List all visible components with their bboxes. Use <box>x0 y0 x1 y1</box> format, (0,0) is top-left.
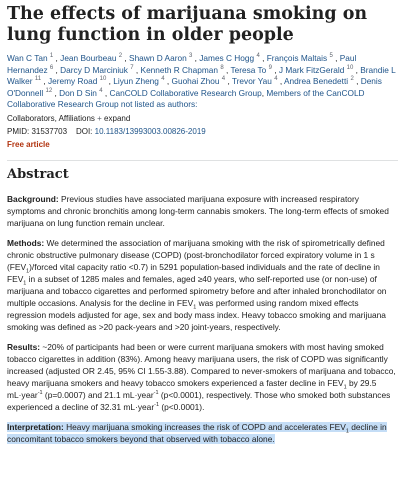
author-link[interactable]: Brandie L Walker <box>7 64 396 87</box>
author-link[interactable]: Jeremy Road <box>47 76 98 87</box>
author-separator: , <box>261 87 267 98</box>
author-affiliation-number[interactable]: 4 <box>99 88 103 95</box>
abstract-methods <box>7 237 398 333</box>
interpretation-sub-1: 1 <box>345 428 349 435</box>
section-divider <box>7 160 398 161</box>
author-link[interactable]: Andrea Benedetti <box>284 76 349 87</box>
results-label: Results: <box>7 341 41 352</box>
author-separator: , <box>277 76 284 87</box>
doi-label: DOI: <box>75 126 93 136</box>
author-affiliation-number[interactable]: 11 <box>34 76 42 83</box>
author-affiliation-number[interactable]: 6 <box>49 64 54 71</box>
author-link[interactable]: Members of the CanCOLD Collaborative Research Group not listed as authors: <box>7 87 365 110</box>
author-separator: , <box>106 76 114 87</box>
abstract-heading: Abstract <box>7 166 69 182</box>
author-affiliation-number[interactable]: 12 <box>45 88 53 95</box>
interpretation-text-2: decline in concomitant tobacco smokers beyond that observed with tobacco alone. <box>7 421 387 444</box>
author-affiliation-number[interactable]: 8 <box>220 64 224 71</box>
author-separator: , <box>271 64 279 75</box>
interpretation-label: Interpretation: <box>7 421 64 432</box>
author-separator: , <box>164 76 172 87</box>
author-affiliation-number[interactable]: 2 <box>118 53 123 60</box>
author-link[interactable]: Denis O'Donnell <box>7 76 382 98</box>
author-separator: , <box>225 76 232 87</box>
methods-text-2: )/forced vital capacity ratio <0.7) in 5291 population-based individuals and the rate of decline in FEV <box>7 261 380 284</box>
author-link[interactable]: Guohai Zhou <box>171 76 220 87</box>
author-link[interactable]: Paul Hernandez <box>7 53 357 75</box>
plus-icon: + <box>97 113 105 123</box>
author-separator: , <box>53 64 61 75</box>
author-link[interactable]: James C Hogg <box>199 53 255 63</box>
results-sub-1: 1 <box>343 384 347 391</box>
author-separator: , <box>122 53 130 63</box>
author-affiliation-number[interactable]: 7 <box>130 64 134 71</box>
doi-link[interactable]: 10.1183/13993003.00826-2019 <box>94 126 206 136</box>
methods-sub-2: 1 <box>23 280 27 287</box>
author-link[interactable]: François Maltais <box>266 53 328 63</box>
author-affiliation-number[interactable]: 3 <box>189 53 193 60</box>
author-link[interactable]: Liyun Zheng <box>113 76 159 87</box>
article-page <box>0 4 405 504</box>
article-ids <box>7 126 398 137</box>
author-link[interactable]: Shawn D Aaron <box>129 53 187 63</box>
author-link[interactable]: Trevor Yau <box>231 76 272 87</box>
affiliations-label[interactable]: Collaborators, Affiliations <box>7 113 95 123</box>
author-separator: , <box>259 53 267 63</box>
abstract-interpretation <box>7 421 398 445</box>
methods-sub-3: 1 <box>193 304 197 311</box>
results-sup-1: -1 <box>37 390 43 397</box>
pmid-value: 31537703 <box>31 126 68 136</box>
author-affiliation-number[interactable]: 5 <box>329 53 333 60</box>
author-separator: , <box>353 76 361 87</box>
article-title: The effects of marijuana smoking on lung function in older people <box>7 4 368 45</box>
methods-text-4: was performed using random mixed effects regression models adjusted for age, sex and body mass index. Heavy tobacco smoking and marijuana smoking was defined as >20 pack-years and >20 joint-years, respectively. <box>7 297 386 332</box>
author-separator: , <box>102 87 110 98</box>
author-separator: , <box>192 53 200 63</box>
results-text-5: (p<0.0001). <box>159 401 205 412</box>
results-text-2: by 29.5 mL·year <box>7 377 377 400</box>
interpretation-highlight <box>7 422 387 444</box>
author-link[interactable]: Don D Sin <box>59 87 97 98</box>
results-text-1: ~20% of participants had been or were current marijuana smokers with most having smoked tobacco cigarettes in addition (83%). Among heavy marijuana users, the risk of COPD was significantly increased (adjusted OR 2.45, 95% CI 1.55-3.88). Compared to never-smokers of marijuana and tobacco, heavy marijuana smokers and heavy tobacco smokers experienced a faster decline in FEV <box>7 341 396 388</box>
author-link[interactable]: J Mark FitzGerald <box>278 64 345 75</box>
author-link[interactable]: Wan C Tan <box>7 53 48 63</box>
author-separator: , <box>353 64 361 75</box>
author-separator: , <box>223 64 231 75</box>
background-label: Background: <box>7 193 59 204</box>
author-separator: , <box>133 64 141 75</box>
methods-text-3: in a subset of 1285 males and females, aged ≥40 years, who self-reported use (or non-use) of marijuana and tobacco cigarettes and performed spirometry before and after inhaled bronchodilator on multiple occasions. Analysis for the decline in FEV <box>7 273 387 308</box>
author-link[interactable]: CanCOLD Collaborative Research Group <box>109 87 262 98</box>
methods-sub-1: 1 <box>26 268 30 275</box>
author-separator: , <box>53 53 61 63</box>
affiliations-toggle[interactable] <box>7 113 398 124</box>
author-separator: , <box>332 53 340 63</box>
author-separator: , <box>52 87 60 98</box>
author-affiliation-number[interactable]: 4 <box>256 53 260 60</box>
author-affiliation-number[interactable]: 4 <box>274 76 278 83</box>
abstract-background <box>7 193 398 229</box>
results-text-4: (p<0.0001), respectively. Those who smoked both substances experienced a decline of 32.31 mL·year <box>7 389 391 412</box>
free-article-badge[interactable]: Free article <box>7 139 50 149</box>
author-affiliation-number[interactable]: 10 <box>99 76 107 83</box>
methods-label: Methods: <box>7 237 45 248</box>
author-list <box>7 53 398 111</box>
author-affiliation-number[interactable]: 1 <box>49 53 54 60</box>
author-affiliation-number[interactable]: 2 <box>350 76 354 83</box>
author-affiliation-number[interactable]: 4 <box>161 76 165 83</box>
background-text: Previous studies have associated marijuana exposure with increased respiratory symptoms and chronic bronchitis among long-term cannabis smokers. The long-term effects of smoked marijuana on lung function remain unclear. <box>7 193 389 228</box>
author-affiliation-number[interactable]: 4 <box>221 76 226 83</box>
author-link[interactable]: Jean Bourbeau <box>60 53 117 63</box>
author-separator: , <box>41 76 48 87</box>
results-sup-3: -1 <box>154 402 160 409</box>
results-text-3: (p=0.0007) and 21.1 mL·year <box>42 389 154 400</box>
author-link[interactable]: Kenneth R Chapman <box>140 64 219 75</box>
author-link[interactable]: Darcy D Marciniuk <box>60 64 128 75</box>
author-affiliation-number[interactable]: 10 <box>346 64 354 71</box>
methods-text-1: We determined the association of marijuana smoking with the risk of spirometrically defined chronic obstructive pulmonary disease (COPD) (post-bronchodilator forced expiratory volume in 1 s (FEV <box>7 237 385 272</box>
interpretation-text-1: Heavy marijuana smoking increases the risk of COPD and accelerates FEV <box>63 421 346 432</box>
pmid-label: PMID: <box>7 126 30 136</box>
expand-link[interactable]: expand <box>104 113 131 123</box>
author-affiliation-number[interactable]: 9 <box>268 64 272 71</box>
results-sup-2: -1 <box>153 390 159 397</box>
author-link[interactable]: Teresa To <box>230 64 267 75</box>
abstract-results <box>7 341 398 413</box>
